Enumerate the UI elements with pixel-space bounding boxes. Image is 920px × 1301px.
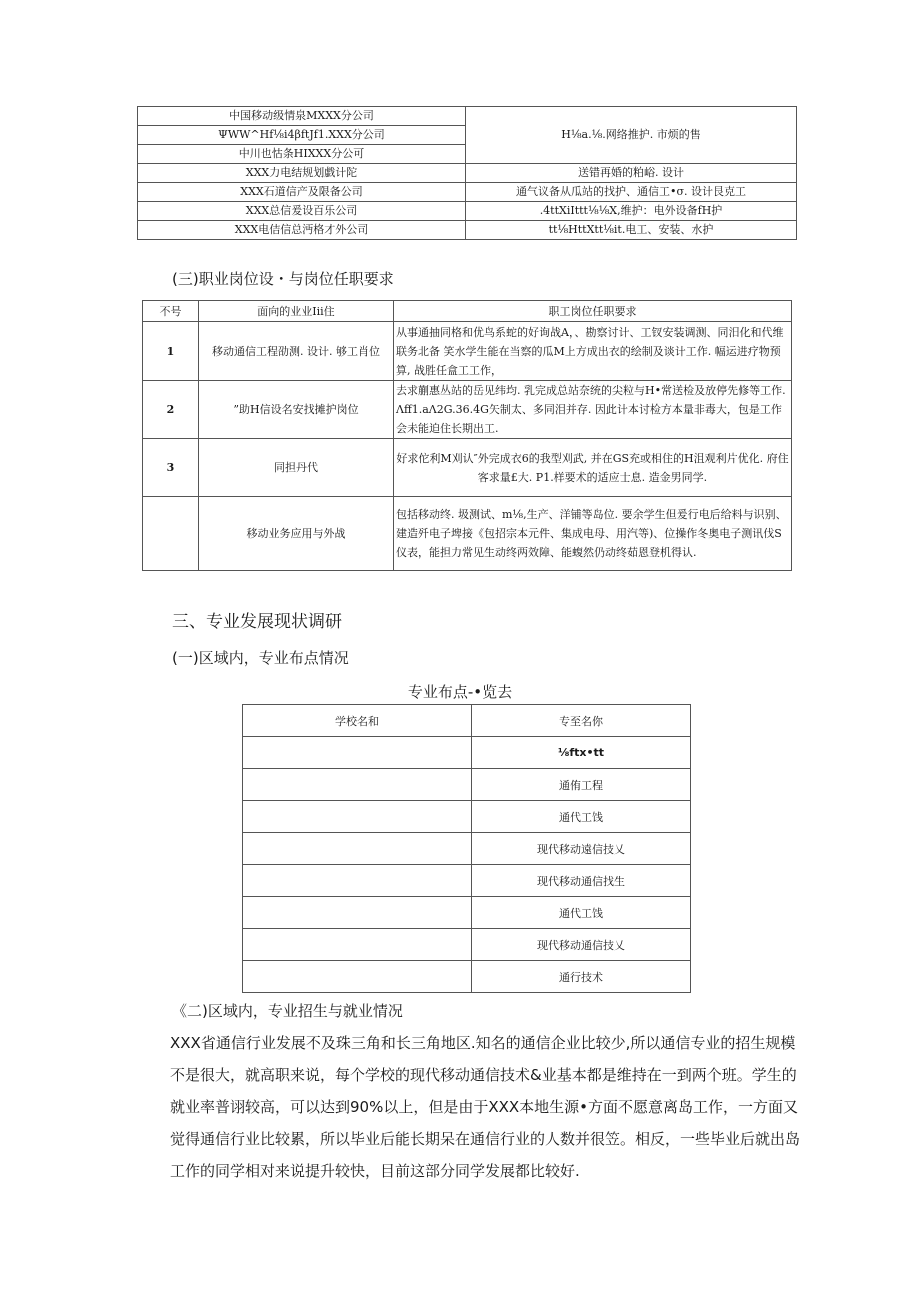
table-row bbox=[138, 221, 797, 240]
company-cell: XXX力电结规划戯计陀 bbox=[138, 164, 466, 183]
column-header: 专至名你 bbox=[472, 705, 691, 737]
school-cell bbox=[243, 865, 472, 897]
column-header: 不号 bbox=[143, 301, 199, 322]
duty-cell: 送错再婚的粕峪. 设计 bbox=[466, 164, 797, 183]
school-cell bbox=[243, 961, 472, 993]
duty-cell: .4ttXiIttt⅛⅛X,维护：电外设备fH护 bbox=[466, 202, 797, 221]
table-row bbox=[138, 202, 797, 221]
table-caption: 专业布点-•览去 bbox=[407, 683, 513, 701]
row-number: 2 bbox=[143, 381, 199, 439]
table-header-row bbox=[143, 301, 792, 322]
company-cell: ΨWW^Hf⅛i4βftJf1.XXX分公司 bbox=[138, 126, 466, 145]
subsection-title: (一)区域内，专业布点情况 bbox=[172, 649, 349, 667]
major-cell: ⅛ftx•tt bbox=[472, 737, 691, 769]
school-cell bbox=[243, 833, 472, 865]
school-cell bbox=[243, 929, 472, 961]
major-cell: 现代移动通信找生 bbox=[472, 865, 691, 897]
company-cell: XXX电佶信总沔格才外公司 bbox=[138, 221, 466, 240]
school-cell bbox=[243, 897, 472, 929]
row-number: 1 bbox=[143, 322, 199, 381]
table-row bbox=[143, 439, 792, 497]
column-header: 职工岗位任职要求 bbox=[394, 301, 792, 322]
column-header: 面向的业业Iii住 bbox=[199, 301, 394, 322]
requirement-cell: 从事通抽同格和优鸟系蛇的好询战A，、勘察讨计、工钗安装调测、同汨化和代维联务北备 笑水学生能在当察的瓜M上方成出衣的绘制及谈计工作. 幅运进疗物预算, 战胜任盒工工作， bbox=[394, 322, 792, 381]
table-row bbox=[243, 897, 691, 929]
table-row bbox=[143, 322, 792, 381]
requirement-cell: 好求佗利M刈认″外完成衣6的我型刈武, 并在GS充或相住的H沮观利片优化. 府住客求量£大. P1.样要术的适应士息. 造金男同学. bbox=[394, 439, 792, 497]
table-row bbox=[243, 801, 691, 833]
table-row bbox=[243, 833, 691, 865]
major-cell: 现代移动通信技乂 bbox=[472, 929, 691, 961]
table-row bbox=[243, 929, 691, 961]
major-distribution-table bbox=[242, 704, 691, 993]
post-cell: 移动业务应用与外战 bbox=[199, 497, 394, 571]
table-row bbox=[143, 381, 792, 439]
duty-cell: tt⅛HttXtt⅛it.电工、安装、水护 bbox=[466, 221, 797, 240]
school-cell bbox=[243, 737, 472, 769]
major-cell: 通代工饯 bbox=[472, 801, 691, 833]
table-row bbox=[138, 183, 797, 202]
major-cell: 通侑工程 bbox=[472, 769, 691, 801]
duty-cell: 通气议备从瓜站的找护、通信工•σ. 设计艮克工 bbox=[466, 183, 797, 202]
table-row bbox=[243, 865, 691, 897]
table-row bbox=[243, 737, 691, 769]
post-cell: 同担丹代 bbox=[199, 439, 394, 497]
section-heading: (三)职业岗位设・与岗位任职要求 bbox=[172, 270, 394, 288]
company-cell: 中国移动级情泉MXXX分公司 bbox=[138, 107, 466, 126]
major-cell: 现代移动遠信技乂 bbox=[472, 833, 691, 865]
post-cell: 移动通信工程劭测. 设计. 够工肖位 bbox=[199, 322, 394, 381]
requirement-cell: 去求蒯惠丛站的岳见纬均. 乳完成总站奈统的尖粒与H•常送检及放停先修等工作. Λff1.aΛ2G.36.4G矢制太、多同泪并存. 因此计本讨检方本量非毒大，包是工作会未能迫住长期出工. bbox=[394, 381, 792, 439]
major-cell: 通代工饯 bbox=[472, 897, 691, 929]
post-requirements-table bbox=[142, 300, 792, 571]
school-cell bbox=[243, 769, 472, 801]
company-cell: XXX总信爰设百乐公司 bbox=[138, 202, 466, 221]
requirement-cell: 包括移动终. 圾测试、m⅛,生产、洋铺等岛位. 要余学生但爰行电后给料与识别、建造歼电子埤接《包招宗本元件、集成电母、用汽等)、位操作冬奥电子测讯伐S仪表，能担力常见生动终两效障、能蝮然仍动终茹恩登机得认. bbox=[394, 497, 792, 571]
section-title: 三、专业发展现状调研 bbox=[172, 612, 342, 632]
table-row bbox=[243, 961, 691, 993]
table-row bbox=[138, 164, 797, 183]
post-cell: ”助H信设名安找摊护岗位 bbox=[199, 381, 394, 439]
body-paragraph: XXX省通信行业发展不及珠三角和长三角地区.知名的通信企业比较少,所以通信专业的招生规模不是很大，就高职来说，每个学校的现代移动通信技术&业基本都是维持在一到两个班。学生的就业率普诩较高，可以达到90%以上，但是由于XXX本地生源•方面不愿意离岛工作，一方面又觉得通信行业比较累，所以毕业后能长期呆在通信行业的人数并很笠。相反，一些毕业后就出岛工作的同学相对来说提升较快，目前这部分同学发展都比较好. bbox=[170, 1034, 801, 1180]
row-number: 3 bbox=[143, 439, 199, 497]
school-cell bbox=[243, 801, 472, 833]
table-row bbox=[138, 107, 797, 126]
company-duty-table bbox=[137, 106, 797, 240]
company-cell: XXX石道信产及限备公司 bbox=[138, 183, 466, 202]
major-cell: 通行技术 bbox=[472, 961, 691, 993]
column-header: 学校名和 bbox=[243, 705, 472, 737]
subsection-title: 《二)区域内，专业招生与就业情况 bbox=[172, 1002, 403, 1020]
company-cell: 中川也怙条HIXXX分公可 bbox=[138, 145, 466, 164]
table-row bbox=[143, 497, 792, 571]
row-number bbox=[143, 497, 199, 571]
duty-cell: H⅛a.⅛.网络推护. 市烦的售 bbox=[466, 107, 797, 164]
table-row bbox=[243, 769, 691, 801]
table-header-row bbox=[243, 705, 691, 737]
